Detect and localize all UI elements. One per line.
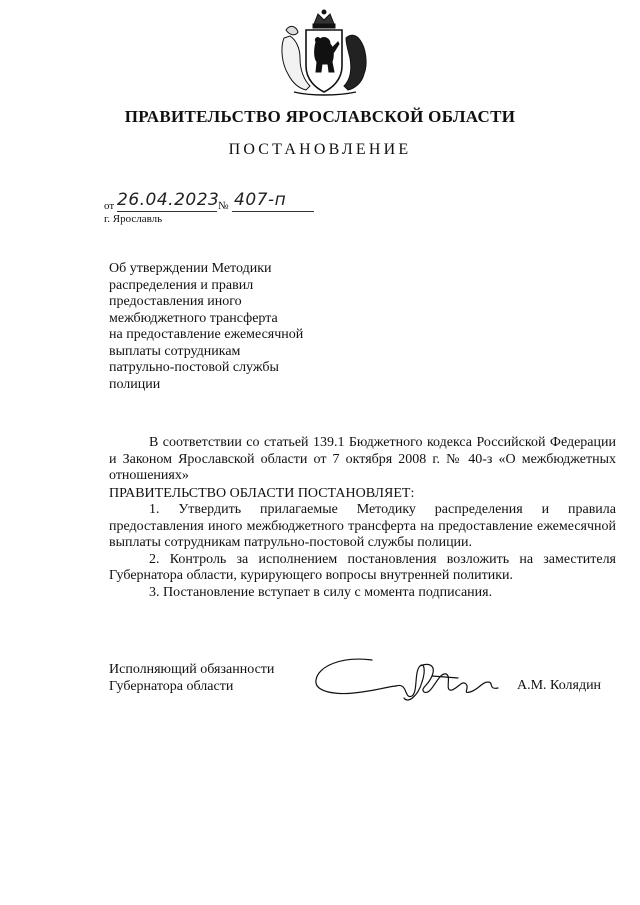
document-number: 407-п [234, 190, 287, 210]
position-line: Губернатора области [109, 679, 234, 694]
document-type: ПОСТАНОВЛЕНИЕ [228, 141, 412, 158]
subject-line: распределения и правил [109, 277, 254, 293]
number-prefix: № [218, 200, 229, 212]
position-line: Исполняющий обязанности [109, 662, 275, 677]
handwritten-signature [312, 652, 512, 716]
document-subject [109, 261, 349, 393]
preamble: В соответствии со статьей 139.1 Бюджетного кодекса Российской Федерации и Законом Ярославской области от 7 октября 2008 г. № 40-з «О межбюджетных отношениях» [109, 435, 616, 483]
subject-line: на предоставление ежемесячной [109, 327, 304, 342]
subject-line: Об утверждении Методики [109, 261, 272, 276]
document-body [109, 435, 616, 601]
date-underline [117, 211, 217, 212]
date-prefix: от [104, 200, 115, 212]
resolution-item: 2. Контроль за исполнением постановления возложить на заместителя Губернатора области, курирующего вопросы внутренней политики. [109, 551, 616, 583]
resolution-item: 1. Утвердить прилагаемые Методику распределения и правила предоставления иного межбюджетного трансферта на предоставление ежемесячной выплаты сотрудникам патрульно-постовой службы полиции. [109, 502, 616, 550]
subject-line: предоставления иного [109, 294, 242, 309]
subject-line: полиции [109, 376, 161, 392]
subject-line: патрульно-постовой службы [109, 360, 279, 375]
subject-line: выплаты сотрудникам [109, 343, 241, 359]
signatory-position [109, 661, 274, 695]
city: г. Ярославль [104, 213, 163, 225]
resolution-item: 3. Постановление вступает в силу с момента подписания. [149, 584, 493, 600]
number-underline [232, 211, 314, 212]
government-title: ПРАВИТЕЛЬСТВО ЯРОСЛАВСКОЙ ОБЛАСТИ [124, 107, 516, 126]
coat-of-arms-icon [276, 8, 372, 98]
subject-line: межбюджетного трансферта [109, 310, 278, 326]
resolution-heading: ПРАВИТЕЛЬСТВО ОБЛАСТИ ПОСТАНОВЛЯЕТ: [109, 485, 415, 501]
signatory-name: А.М. Колядин [517, 678, 602, 693]
document-date: 26.04.2023 [117, 190, 220, 210]
